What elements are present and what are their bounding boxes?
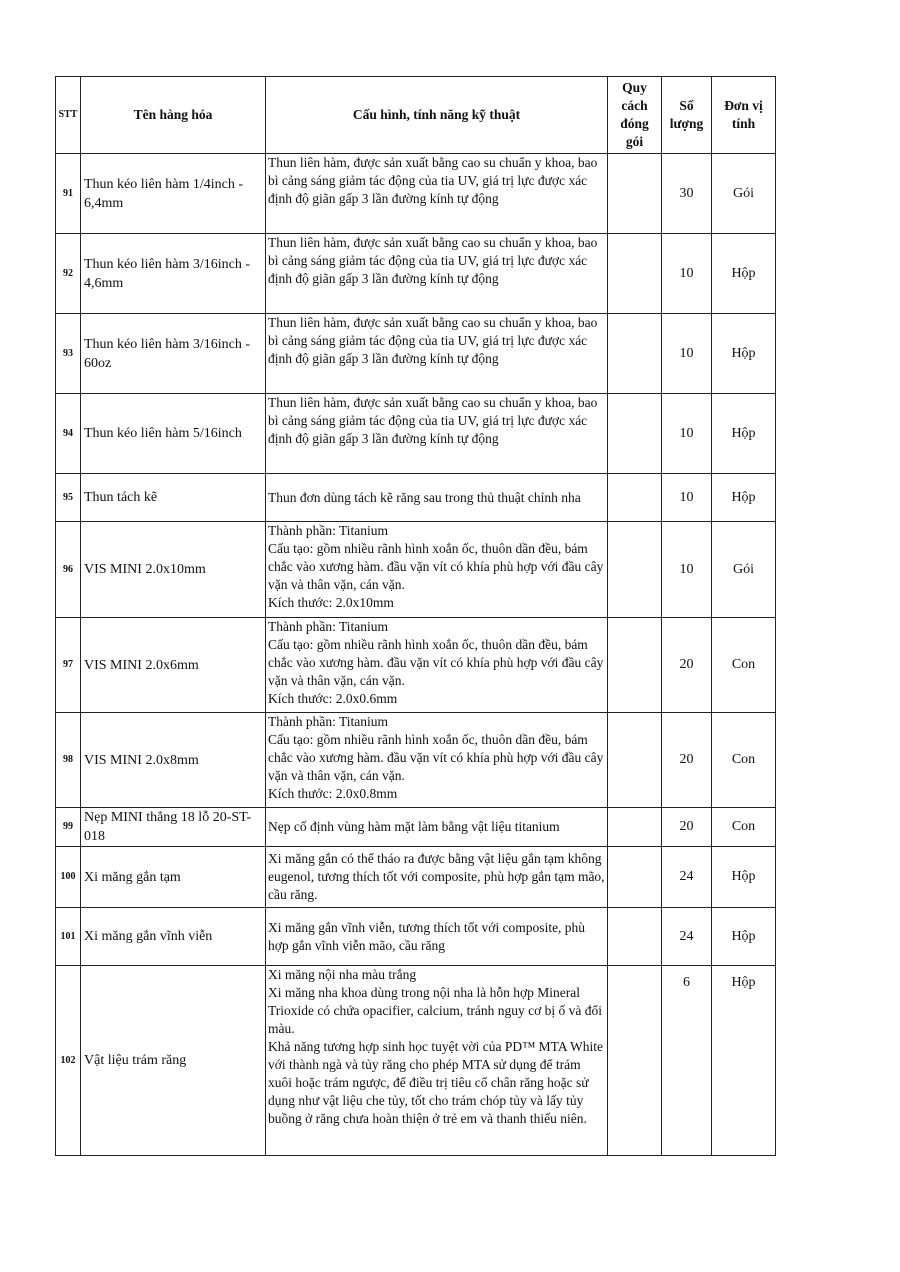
row-stt: 96 [56, 522, 81, 618]
row-name: Thun kéo liên hàm 3/16inch - 4,6mm [81, 234, 266, 314]
row-packing [608, 474, 662, 522]
row-qty: 10 [662, 394, 712, 474]
row-name: Thun kéo liên hàm 5/16inch [81, 394, 266, 474]
table-row [56, 808, 776, 847]
row-unit: Gói [712, 154, 776, 234]
row-unit: Hộp [712, 394, 776, 474]
row-unit: Hộp [712, 908, 776, 966]
spec-line: Cấu tạo: gồm nhiều rãnh hình xoắn ốc, thuôn dần đều, bám chắc vào xương hàm. đầu vặn vít có khía phù hợp với đầu cây vặn và thân vặn, cán vặn. [268, 541, 604, 592]
row-packing [608, 618, 662, 713]
table-row [56, 314, 776, 394]
row-stt: 95 [56, 474, 81, 522]
row-packing [608, 908, 662, 966]
row-qty: 10 [662, 314, 712, 394]
row-spec [266, 474, 608, 522]
row-spec [266, 154, 608, 234]
row-qty: 6 [662, 966, 712, 1156]
row-packing [608, 154, 662, 234]
spec-line: Xi măng nội nha màu trắng [268, 967, 417, 982]
row-stt: 92 [56, 234, 81, 314]
spec-line: Thun liên hàm, được sản xuất bằng cao su chuẩn y khoa, bao bì cảng sáng giảm tác động của tia UV, giá trị lực được xác định độ giãn gấp 3 lần đường kính tự động [268, 395, 598, 446]
table-row [56, 154, 776, 234]
row-packing [608, 713, 662, 808]
row-unit: Hộp [712, 314, 776, 394]
row-spec [266, 966, 608, 1156]
header-packing: Quy cách đóng gói [608, 77, 662, 154]
spec-line: Cấu tạo: gồm nhiều rãnh hình xoắn ốc, thuôn dần đều, bám chắc vào xương hàm. đầu vặn vít có khía phù hợp với đầu cây vặn và thân vặn, cán vặn. [268, 732, 604, 783]
row-stt: 101 [56, 908, 81, 966]
row-unit: Hộp [712, 847, 776, 908]
row-stt: 97 [56, 618, 81, 713]
row-stt: 93 [56, 314, 81, 394]
spec-line: Thun liên hàm, được sản xuất bằng cao su chuẩn y khoa, bao bì cảng sáng giảm tác động của tia UV, giá trị lực được xác định độ giãn gấp 3 lần đường kính tự động [268, 315, 598, 366]
row-unit: Hộp [712, 234, 776, 314]
spec-line: Khả năng tương hợp sinh học tuyệt vời của PD™ MTA White với thành ngà và tủy răng cho phép MTA sử dụng để trám xuôi hoặc trám ngược, để điều trị tiêu cổ chân răng hoặc sử dụng như vật liệu che tủy, tốt cho trám chóp tủy và lấy tủy buồng ở răng chưa hoàn thiện ở trẻ em và thanh thiếu niên. [268, 1039, 603, 1126]
table-row [56, 713, 776, 808]
row-stt: 100 [56, 847, 81, 908]
row-unit: Con [712, 618, 776, 713]
row-spec [266, 713, 608, 808]
table-row [56, 522, 776, 618]
row-packing [608, 522, 662, 618]
header-stt: STT [56, 77, 81, 154]
row-name: Thun kéo liên hàm 1/4inch - 6,4mm [81, 154, 266, 234]
row-qty: 24 [662, 908, 712, 966]
row-spec [266, 618, 608, 713]
row-unit: Gói [712, 522, 776, 618]
header-unit: Đơn vị tính [712, 77, 776, 154]
row-packing [608, 314, 662, 394]
document-page [55, 76, 775, 1156]
spec-line: Kích thước: 2.0x10mm [268, 595, 394, 610]
row-unit: Con [712, 713, 776, 808]
table-row [56, 234, 776, 314]
spec-line: Thun liên hàm, được sản xuất bằng cao su chuẩn y khoa, bao bì cảng sáng giảm tác động của tia UV, giá trị lực được xác định độ giãn gấp 3 lần đường kính tự động [268, 155, 598, 206]
row-packing [608, 808, 662, 847]
row-spec [266, 234, 608, 314]
row-unit: Con [712, 808, 776, 847]
spec-line: Kích thước: 2.0x0.8mm [268, 786, 398, 801]
row-spec [266, 908, 608, 966]
header-spec: Cấu hình, tính năng kỹ thuật [266, 77, 608, 154]
table-row [56, 847, 776, 908]
table-row [56, 908, 776, 966]
row-spec [266, 847, 608, 908]
row-name: VIS MINI 2.0x6mm [81, 618, 266, 713]
row-qty: 20 [662, 808, 712, 847]
spec-line: Kích thước: 2.0x0.6mm [268, 691, 398, 706]
row-spec [266, 394, 608, 474]
header-qty: Số lượng [662, 77, 712, 154]
row-name: Nẹp MINI thẳng 18 lỗ 20-ST-018 [81, 808, 266, 847]
row-spec [266, 808, 608, 847]
spec-line: Thành phần: Titanium [268, 619, 389, 634]
row-qty: 20 [662, 713, 712, 808]
row-qty: 24 [662, 847, 712, 908]
spec-line: Cấu tạo: gồm nhiều rãnh hình xoắn ốc, thuôn dần đều, bám chắc vào xương hàm. đầu vặn vít có khía phù hợp với đầu cây vặn và thân vặn, cán vặn. [268, 637, 604, 688]
spec-line: Xi măng gắn vĩnh viễn, tương thích tốt với composite, phù hợp gắn vĩnh viễn mão, cầu răng [268, 919, 586, 953]
row-name: Xi măng gắn tạm [81, 847, 266, 908]
row-packing [608, 966, 662, 1156]
spec-line: Xi măng gắn có thể tháo ra được bằng vật liệu gắn tạm không eugenol, tương thích tốt với composite, phù hợp gắn tạm mão, cầu răng. [268, 851, 605, 902]
table-row [56, 394, 776, 474]
spec-line: Xi măng nha khoa dùng trong nội nha là hỗn hợp Mineral Trioxide có chứa opacifier, calcium, tránh nguy cơ bị ố và đổi màu. [268, 985, 602, 1036]
table-header-row [56, 77, 776, 154]
spec-line: Thành phần: Titanium [268, 714, 389, 729]
row-packing [608, 847, 662, 908]
row-spec [266, 522, 608, 618]
row-name: Thun kéo liên hàm 3/16inch - 60oz [81, 314, 266, 394]
header-name: Tên hàng hóa [81, 77, 266, 154]
row-qty: 30 [662, 154, 712, 234]
spec-line: Thun đơn dùng tách kẽ răng sau trong thủ thuật chỉnh nha [268, 489, 581, 505]
row-name: VIS MINI 2.0x10mm [81, 522, 266, 618]
row-qty: 10 [662, 234, 712, 314]
spec-line: Thành phần: Titanium [268, 523, 389, 538]
row-stt: 98 [56, 713, 81, 808]
table-row [56, 966, 776, 1156]
table-row [56, 618, 776, 713]
row-packing [608, 234, 662, 314]
row-qty: 20 [662, 618, 712, 713]
row-name: Vật liệu trám răng [81, 966, 266, 1156]
row-stt: 94 [56, 394, 81, 474]
row-name: Xi măng gắn vĩnh viễn [81, 908, 266, 966]
row-spec [266, 314, 608, 394]
row-qty: 10 [662, 474, 712, 522]
row-packing [608, 394, 662, 474]
row-unit: Hộp [712, 474, 776, 522]
row-qty: 10 [662, 522, 712, 618]
row-name: Thun tách kẽ [81, 474, 266, 522]
table-row [56, 474, 776, 522]
row-stt: 102 [56, 966, 81, 1156]
spec-line: Thun liên hàm, được sản xuất bằng cao su chuẩn y khoa, bao bì cảng sáng giảm tác động của tia UV, giá trị lực được xác định độ giãn gấp 3 lần đường kính tự động [268, 235, 598, 286]
row-stt: 99 [56, 808, 81, 847]
row-stt: 91 [56, 154, 81, 234]
goods-table [55, 76, 776, 1156]
row-name: VIS MINI 2.0x8mm [81, 713, 266, 808]
spec-line: Nẹp cố định vùng hàm mặt làm bằng vật liệu titanium [268, 819, 560, 834]
row-unit: Hộp [712, 966, 776, 1156]
